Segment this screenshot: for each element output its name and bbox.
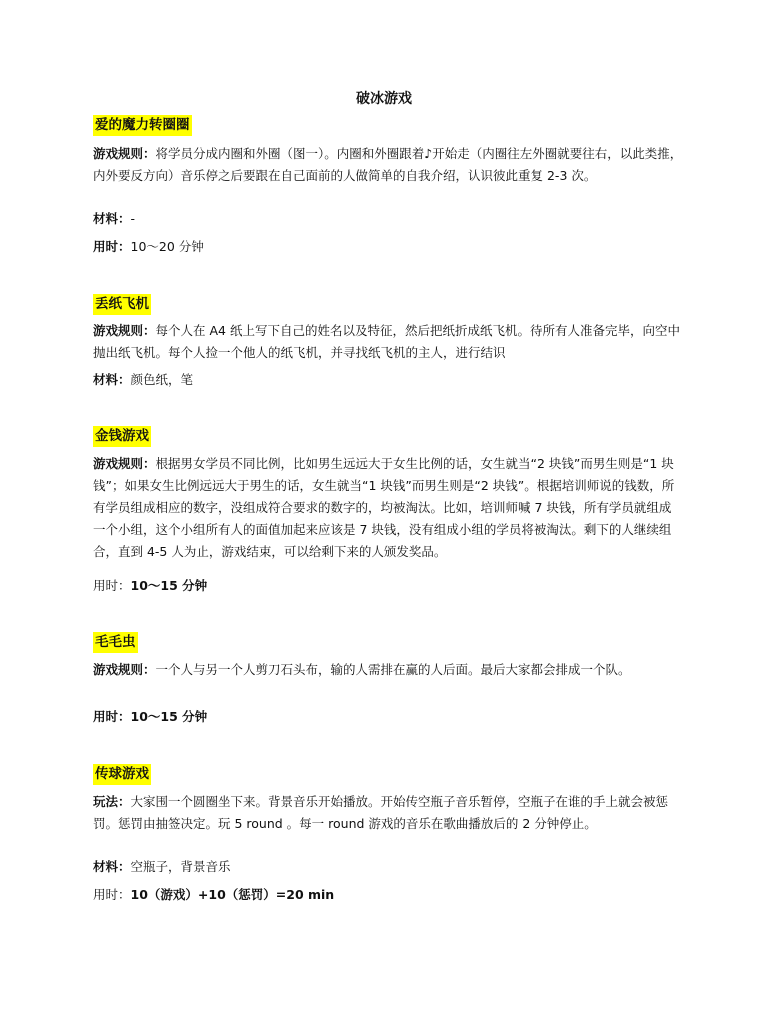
time-label: 用时：: [93, 578, 131, 593]
materials-text: -: [130, 211, 136, 226]
section-5-time: [93, 884, 683, 906]
section-1-time: [93, 236, 683, 258]
section-5-rules: [93, 791, 683, 835]
section-2-rules: [93, 320, 683, 364]
section-1-rules: [93, 143, 683, 187]
materials-label: 材料：: [93, 859, 131, 874]
rules-label: 游戏规则：: [93, 146, 156, 161]
section-1-materials: [93, 208, 683, 230]
time-text: 10（游戏）+10（惩罚）=20 min: [130, 887, 335, 902]
section-3-time: [93, 575, 683, 597]
materials-text: 空瓶子，背景音乐: [130, 859, 231, 874]
section-5-materials: [93, 856, 683, 878]
time-text: 10～20 分钟: [130, 239, 204, 254]
materials-label: 材料：: [93, 211, 131, 226]
section-heading-4: 毛毛虫: [93, 632, 138, 653]
section-heading-1: 爱的魔力转圈圈: [93, 115, 192, 136]
rules-label: 玩法：: [93, 794, 131, 809]
materials-label: 材料：: [93, 372, 131, 387]
time-label: 用时：: [93, 239, 131, 254]
section-3-rules: [93, 453, 683, 563]
time-label: 用时：: [93, 709, 131, 724]
section-heading-2: 丢纸飞机: [93, 294, 151, 315]
time-text: 10～15 分钟: [130, 578, 208, 593]
rules-label: 游戏规则：: [93, 456, 156, 471]
page-title: 破冰游戏: [356, 91, 412, 107]
rules-label: 游戏规则：: [93, 323, 156, 338]
section-heading-3: 金钱游戏: [93, 426, 151, 447]
time-text: 10～15 分钟: [130, 709, 208, 724]
rules-text: 每个人在 A4 纸上写下自己的姓名以及特征，然后把纸折成纸飞机。待所有人准备完毕，向空中抛出纸飞机。每个人捡一个他人的纸飞机，并寻找纸飞机的主人，进行结识: [93, 323, 680, 360]
section-2-materials: [93, 369, 683, 391]
rules-text: 根据男女学员不同比例，比如男生远远大于女生比例的话，女生就当“2 块钱”而男生则是“1 块钱”；如果女生比例远远大于男生的话，女生就当“1 块钱”而男生则是“2 块钱”。根据培训师说的钱数，所有学员组成相应的数字，没组成符合要求的数字的，均被淘汰。比如，培训师喊 7 块钱，所有学员就组成一个小组，这个小组所有人的面值加起来应该是 7 块钱，没有组成小组的学员将被淘汰。剩下的人继续组合，直到 4-5 人为止，游戏结束，可以给剩下来的人颁发奖品。: [93, 456, 675, 559]
section-4-rules: [93, 659, 683, 681]
materials-text: 颜色纸，笔: [130, 372, 194, 387]
rules-label: 游戏规则：: [93, 662, 156, 677]
section-heading-5: 传球游戏: [93, 764, 151, 785]
rules-text: 将学员分成内圈和外圈（图一）。内圈和外圈跟着♪开始走（内圈往左外圈就要往右，以此类推，内外要反方向）音乐停之后要跟在自己面前的人做简单的自我介绍，认识彼此重复 2-3 次。: [93, 146, 683, 183]
time-label: 用时：: [93, 887, 131, 902]
section-4-time: [93, 706, 683, 728]
rules-text: 大家围一个圆圈坐下来。背景音乐开始播放。开始传空瓶子音乐暂停，空瓶子在谁的手上就会被惩罚。惩罚由抽签决定。玩 5 round 。每一 round 游戏的音乐在歌曲播放后的 2 分钟停止。: [93, 794, 669, 831]
rules-text: 一个人与另一个人剪刀石头布，输的人需排在赢的人后面。最后大家都会排成一个队。: [155, 662, 631, 677]
